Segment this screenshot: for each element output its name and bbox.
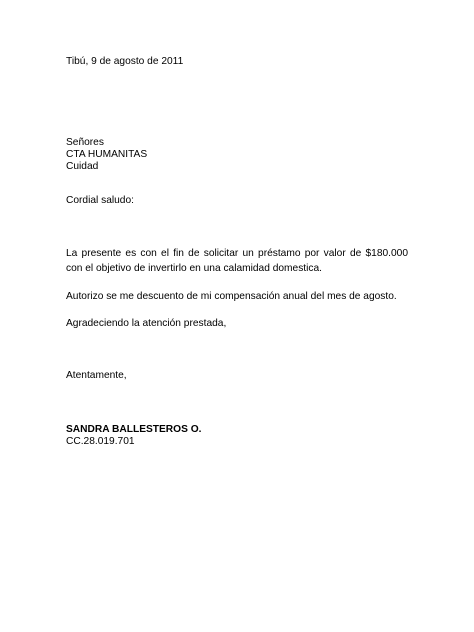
body-paragraph-3: Agradeciendo la atención prestada, bbox=[66, 318, 227, 329]
body-paragraph-2: Autorizo se me descuento de mi compensación anual del mes de agosto. bbox=[66, 291, 397, 302]
recipient-organization: CTA HUMANITAS bbox=[66, 149, 148, 160]
date-line: Tibú, 9 de agosto de 2011 bbox=[66, 56, 184, 67]
closing: Atentamente, bbox=[66, 370, 127, 381]
signature-name: SANDRA BALLESTEROS O. bbox=[66, 424, 202, 435]
body-paragraph-1: La presente es con el fin de solicitar un préstamo por valor de $180.000 con el objetivo de invertirlo en una calamidad domestica. bbox=[66, 248, 408, 274]
recipient-title: Señores bbox=[66, 137, 104, 148]
signature-id: CC.28.019.701 bbox=[66, 436, 135, 447]
greeting: Cordial saludo: bbox=[66, 195, 134, 206]
recipient-city: Cuidad bbox=[66, 161, 99, 172]
